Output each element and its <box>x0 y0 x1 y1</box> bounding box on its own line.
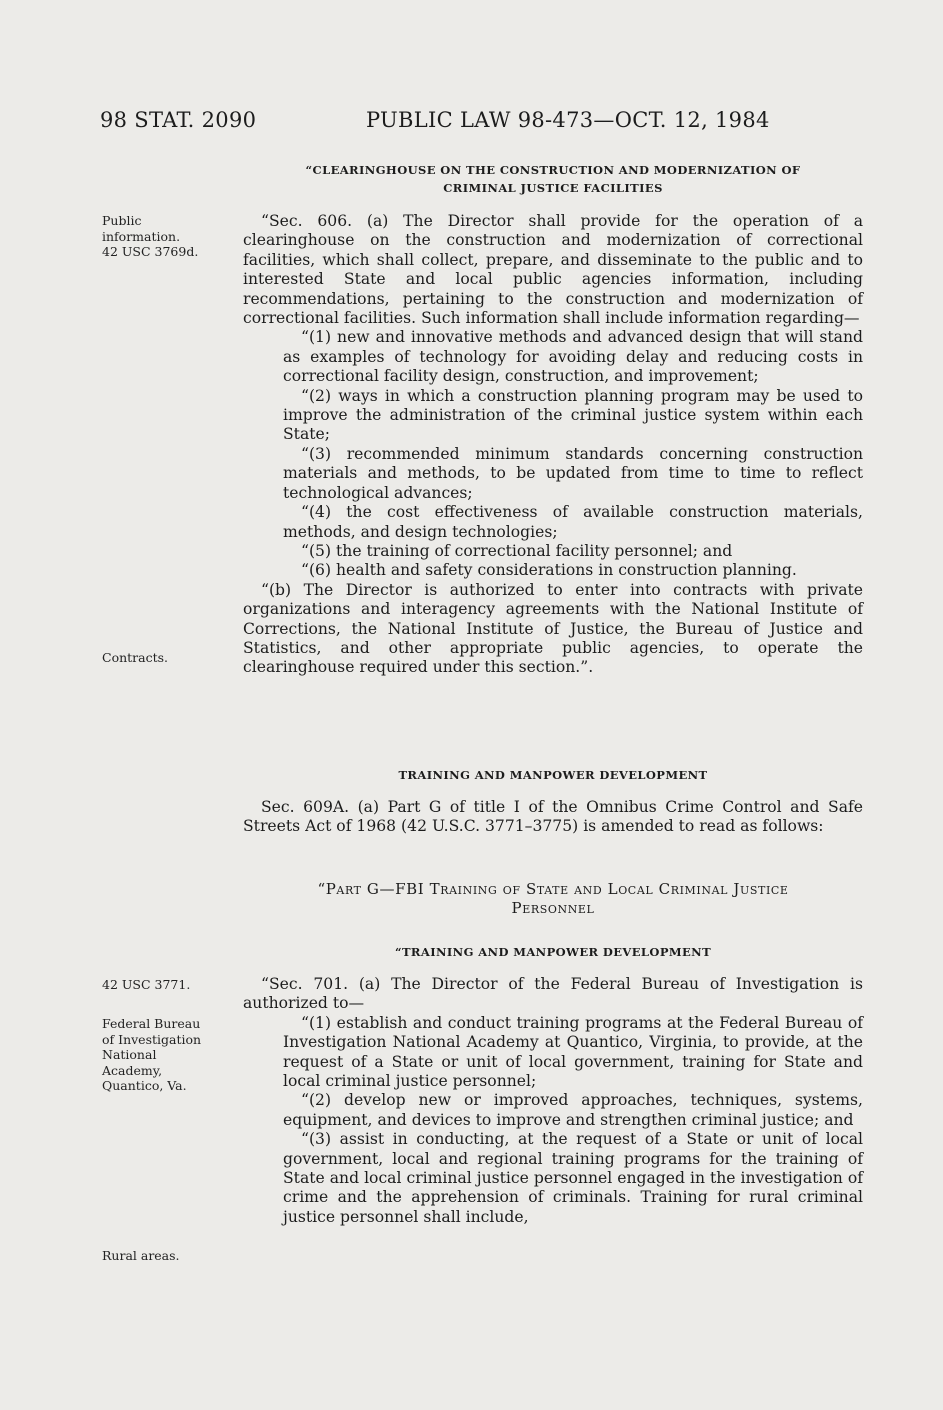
training-heading-2: “TRAINING AND MANPOWER DEVELOPMENT <box>394 945 712 959</box>
margin-note-usc-3771: 42 USC 3771. <box>102 977 191 992</box>
margin-note-public-information: Public information. 42 USC 3769d. <box>102 213 199 259</box>
sec-606-item-6: “(6) health and safety considerations in construction planning. <box>301 561 797 580</box>
margin-note-fbi-academy: Federal Bureau of Investigation National Academy, Quantico, Va. <box>102 1016 202 1093</box>
stat-page-number: 98 STAT. 2090 <box>100 108 257 132</box>
sec-606-item-4: “(4) the cost effectiveness of available construction materials, methods, and design technologies; <box>283 503 863 541</box>
section-606 <box>243 212 863 678</box>
section-701 <box>243 975 863 1227</box>
training-heading: TRAINING AND MANPOWER DEVELOPMENT <box>398 768 708 782</box>
sec-606-item-5: “(5) the training of correctional facility personnel; and <box>301 541 733 560</box>
sec-606-intro: “Sec. 606. (a) The Director shall provide for the operation of a clearinghouse on the construction and modernization of correctional facilities, which shall collect, prepare, and disseminate to the public and to interested State and local public agencies information, including recommendations, pertaining to the construction and modernization of correctional facilities. Such information shall include information regarding— <box>243 212 863 328</box>
sec-606-item-3: “(3) recommended minimum standards concerning construction materials and methods, to be updated from time to time to reflect technological advances; <box>283 444 863 502</box>
sec-701-intro: “Sec. 701. (a) The Director of the Federal Bureau of Investigation is authorized to— <box>243 975 863 1013</box>
sec-701-item-2: “(2) develop new or improved approaches, techniques, systems, equipment, and devices to improve and strengthen criminal justice; and <box>283 1091 863 1129</box>
sec-606-item-2: “(2) ways in which a construction planning program may be used to improve the administration of the criminal justice system within each State; <box>283 386 863 444</box>
clearinghouse-heading: “CLEARINGHOUSE ON THE CONSTRUCTION AND MODERNIZATION OF CRIMINAL JUSTICE FACILITIES <box>305 163 801 195</box>
public-law-title: PUBLIC LAW 98-473—OCT. 12, 1984 <box>366 108 770 132</box>
part-g-heading: “Part G—FBI Training of State and Local Criminal Justice Personnel <box>317 880 789 917</box>
sec-609a-text: Sec. 609A. (a) Part G of title I of the Omnibus Crime Control and Safe Streets Act of 1968 (42 U.S.C. 3771–3775) is amended to read as follows: <box>243 798 863 836</box>
sec-701-item-1: “(1) establish and conduct training programs at the Federal Bureau of Investigation National Academy at Quantico, Virginia, to provide, at the request of a State or unit of local government, training for State and local criminal justice personnel; <box>283 1013 863 1091</box>
sec-701-item-3: “(3) assist in conducting, at the request of a State or unit of local government, local and regional training programs for the training of State and local criminal justice personnel engaged in the investigation of crime and the apprehension of criminals. Training for rural criminal justice personnel shall include, <box>283 1130 863 1226</box>
margin-note-contracts: Contracts. <box>102 650 169 665</box>
margin-note-rural-areas: Rural areas. <box>102 1248 180 1263</box>
section-609a <box>243 798 863 837</box>
sec-606-b: “(b) The Director is authorized to enter into contracts with private organizations and interagency agreements with the National Institute of Corrections, the National Institute of Justice, the Bureau of Justice and Statistics, and other appropriate public agencies, to operate the clearinghouse required under this section.”. <box>243 580 863 677</box>
sec-606-item-1: “(1) new and innovative methods and advanced design that will stand as examples of technology for avoiding delay and reducing costs in correctional facility design, construction, and improvement; <box>283 328 863 386</box>
